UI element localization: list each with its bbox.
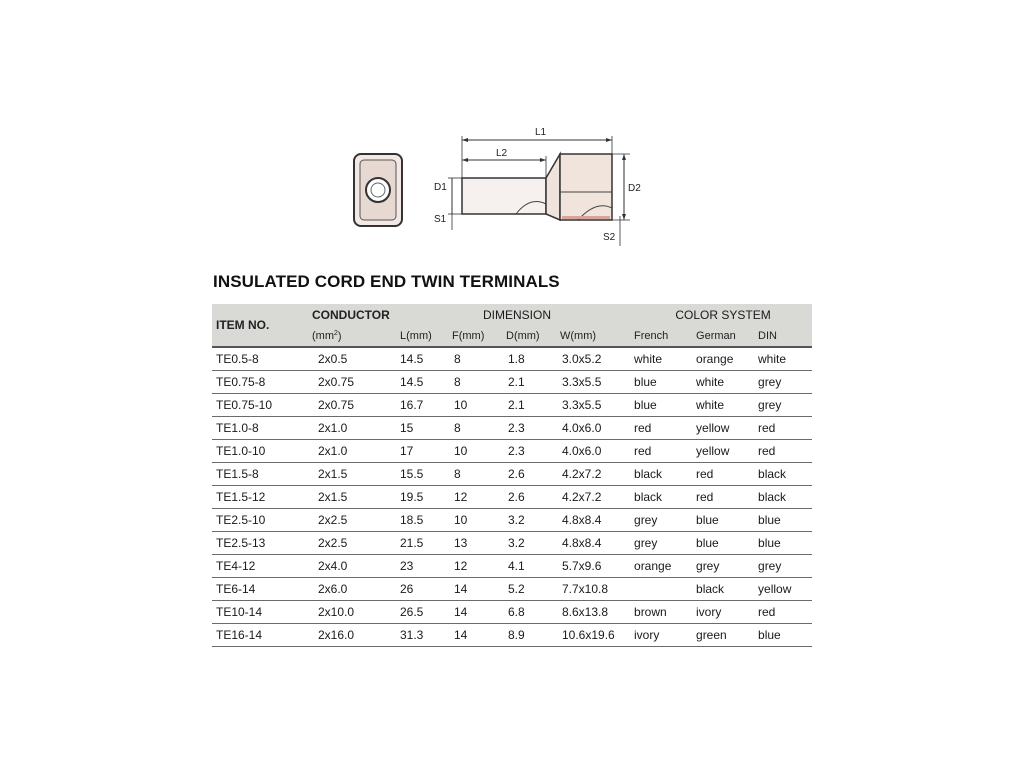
table-row (212, 394, 812, 417)
cell-d: 2.6 (508, 467, 525, 481)
cell-item-no: TE1.5-12 (216, 490, 266, 504)
cell-german: ivory (696, 605, 722, 619)
cell-d: 4.1 (508, 559, 525, 573)
terminal-drawing (340, 112, 660, 252)
header-d: D(mm) (506, 326, 560, 347)
cell-f: 14 (454, 605, 468, 619)
cell-f: 8 (454, 421, 461, 435)
cell-l: 21.5 (400, 536, 424, 550)
header-dimension-label: DIMENSION (483, 308, 552, 322)
cell-f: 12 (454, 559, 468, 573)
header-german: German (696, 326, 758, 347)
cell-w: 4.2x7.2 (562, 467, 602, 481)
cell-din: yellow (758, 582, 792, 596)
cell-french: red (634, 421, 652, 435)
table-row (212, 371, 812, 394)
cell-w: 4.0x6.0 (562, 444, 602, 458)
cell-item-no: TE6-14 (216, 582, 256, 596)
cell-din: red (758, 605, 776, 619)
cell-din: blue (758, 513, 781, 527)
cell-din: blue (758, 628, 781, 642)
cell-d: 6.8 (508, 605, 525, 619)
cell-din: grey (758, 375, 782, 389)
table-row (212, 463, 812, 486)
table-row (212, 440, 812, 463)
cell-french: ivory (634, 628, 660, 642)
cell-f: 10 (454, 398, 468, 412)
cell-german: yellow (696, 444, 730, 458)
end-view (354, 154, 402, 226)
cell-german: red (696, 467, 714, 481)
terminal-diagram (340, 112, 660, 252)
cell-din: black (758, 490, 787, 504)
cell-item-no: TE2.5-10 (216, 513, 266, 527)
cell-f: 10 (454, 444, 468, 458)
cell-german: white (696, 375, 725, 389)
cell-d: 2.1 (508, 375, 525, 389)
cell-l: 14.5 (400, 352, 424, 366)
cell-l: 17 (400, 444, 414, 458)
cell-d: 2.6 (508, 490, 525, 504)
cell-w: 4.0x6.0 (562, 421, 602, 435)
cell-w: 7.7x10.8 (562, 582, 609, 596)
cell-w: 3.3x5.5 (562, 375, 602, 389)
header-item-no (212, 304, 306, 347)
cell-french: black (634, 467, 663, 481)
cell-d: 8.9 (508, 628, 525, 642)
header-f: F(mm) (452, 326, 506, 347)
cell-f: 12 (454, 490, 468, 504)
cell-l: 15.5 (400, 467, 424, 481)
header-l: L(mm) (400, 326, 452, 347)
cell-w: 4.8x8.4 (562, 513, 602, 527)
cell-conductor: 2x1.0 (318, 444, 348, 458)
cell-w: 10.6x19.6 (562, 628, 615, 642)
cell-din: grey (758, 559, 782, 573)
cell-w: 4.8x8.4 (562, 536, 602, 550)
cell-conductor: 2x0.75 (318, 375, 355, 389)
cell-item-no: TE10-14 (216, 605, 263, 619)
cell-din: black (758, 467, 787, 481)
cell-l: 31.3 (400, 628, 424, 642)
label-s2: S2 (603, 232, 616, 243)
cell-f: 14 (454, 582, 468, 596)
cell-german: blue (696, 513, 719, 527)
table-row (212, 555, 812, 578)
cell-item-no: TE0.75-8 (216, 375, 266, 389)
cell-french: orange (634, 559, 672, 573)
label-s1: S1 (434, 214, 447, 225)
cell-l: 14.5 (400, 375, 424, 389)
table-row (212, 509, 812, 532)
label-l2: L2 (496, 148, 508, 159)
header-din: DIN (758, 326, 812, 347)
cell-conductor: 2x2.5 (318, 513, 348, 527)
conductor-unit-text: (mm (312, 330, 334, 343)
header-color-system-label: COLOR SYSTEM (675, 308, 771, 322)
cell-german: white (696, 398, 725, 412)
cell-din: white (758, 352, 787, 366)
cell-w: 4.2x7.2 (562, 490, 602, 504)
cell-french: red (634, 444, 652, 458)
cell-w: 5.7x9.6 (562, 559, 602, 573)
cell-d: 2.3 (508, 421, 525, 435)
cell-german: orange (696, 352, 734, 366)
cell-french (634, 578, 696, 601)
cell-french: black (634, 490, 663, 504)
cell-w: 3.0x5.2 (562, 352, 602, 366)
cell-german: green (696, 628, 727, 642)
cell-l: 26.5 (400, 605, 424, 619)
table-row (212, 417, 812, 440)
cell-d: 1.8 (508, 352, 525, 366)
header-conductor-unit (306, 326, 400, 347)
cell-d: 3.2 (508, 513, 525, 527)
conductor-unit-sup: 2 (334, 329, 338, 337)
table-row (212, 532, 812, 555)
cell-item-no: TE4-12 (216, 559, 256, 573)
cell-french: brown (634, 605, 667, 619)
cell-german: blue (696, 536, 719, 550)
cell-l: 18.5 (400, 513, 424, 527)
table-row (212, 486, 812, 509)
cell-french: white (634, 352, 663, 366)
cell-d: 5.2 (508, 582, 525, 596)
cell-conductor: 2x1.0 (318, 421, 348, 435)
table-body (212, 347, 812, 647)
cell-item-no: TE1.0-8 (216, 421, 259, 435)
cell-f: 8 (454, 375, 461, 389)
cell-d: 2.3 (508, 444, 525, 458)
cell-french: blue (634, 398, 657, 412)
cell-german: yellow (696, 421, 730, 435)
cell-w: 8.6x13.8 (562, 605, 609, 619)
cell-d: 2.1 (508, 398, 525, 412)
table-row (212, 624, 812, 647)
cell-french: grey (634, 513, 658, 527)
cell-item-no: TE0.75-10 (216, 398, 273, 412)
cell-l: 19.5 (400, 490, 424, 504)
cell-l: 23 (400, 559, 414, 573)
cell-conductor: 2x0.75 (318, 398, 355, 412)
cell-french: grey (634, 536, 658, 550)
label-d1: D1 (434, 182, 447, 193)
cell-din: red (758, 421, 776, 435)
side-view (448, 136, 630, 246)
cell-german: red (696, 490, 714, 504)
cell-conductor: 2x2.5 (318, 536, 348, 550)
cell-din: blue (758, 536, 781, 550)
header-french: French (634, 326, 696, 347)
cell-f: 10 (454, 513, 468, 527)
table-row (212, 601, 812, 624)
cell-l: 15 (400, 421, 414, 435)
cell-conductor: 2x4.0 (318, 559, 348, 573)
cell-d: 3.2 (508, 536, 525, 550)
cell-conductor: 2x10.0 (318, 605, 355, 619)
cell-din: grey (758, 398, 782, 412)
cell-conductor: 2x1.5 (318, 467, 348, 481)
cell-french: blue (634, 375, 657, 389)
header-item-label: ITEM NO. (216, 318, 270, 332)
label-d2: D2 (628, 183, 641, 194)
cell-conductor: 2x16.0 (318, 628, 355, 642)
cell-l: 16.7 (400, 398, 424, 412)
header-row-1 (212, 304, 812, 326)
cell-item-no: TE0.5-8 (216, 352, 259, 366)
cell-conductor: 2x6.0 (318, 582, 348, 596)
cell-w: 3.3x5.5 (562, 398, 602, 412)
header-conductor (306, 304, 400, 326)
cell-conductor: 2x1.5 (318, 490, 348, 504)
cell-f: 13 (454, 536, 468, 550)
header-color-system (634, 304, 812, 326)
cell-item-no: TE1.5-8 (216, 467, 259, 481)
table-row (212, 347, 812, 371)
header-conductor-label: CONDUCTOR (312, 308, 390, 322)
cell-f: 14 (454, 628, 468, 642)
spec-table (212, 304, 812, 647)
header-w: W(mm) (560, 326, 634, 347)
cell-item-no: TE16-14 (216, 628, 263, 642)
cell-f: 8 (454, 467, 461, 481)
cell-item-no: TE1.0-10 (216, 444, 266, 458)
cell-l: 26 (400, 582, 414, 596)
cell-f: 8 (454, 352, 461, 366)
cell-din: red (758, 444, 776, 458)
page-title: INSULATED CORD END TWIN TERMINALS (213, 272, 560, 291)
cell-german: black (696, 582, 725, 596)
table-row (212, 578, 812, 601)
cell-german: grey (696, 559, 720, 573)
cell-conductor: 2x0.5 (318, 352, 348, 366)
header-dimension (400, 304, 634, 326)
label-l1: L1 (535, 127, 547, 138)
conductor-unit-close: ) (337, 330, 342, 343)
cell-item-no: TE2.5-13 (216, 536, 266, 550)
